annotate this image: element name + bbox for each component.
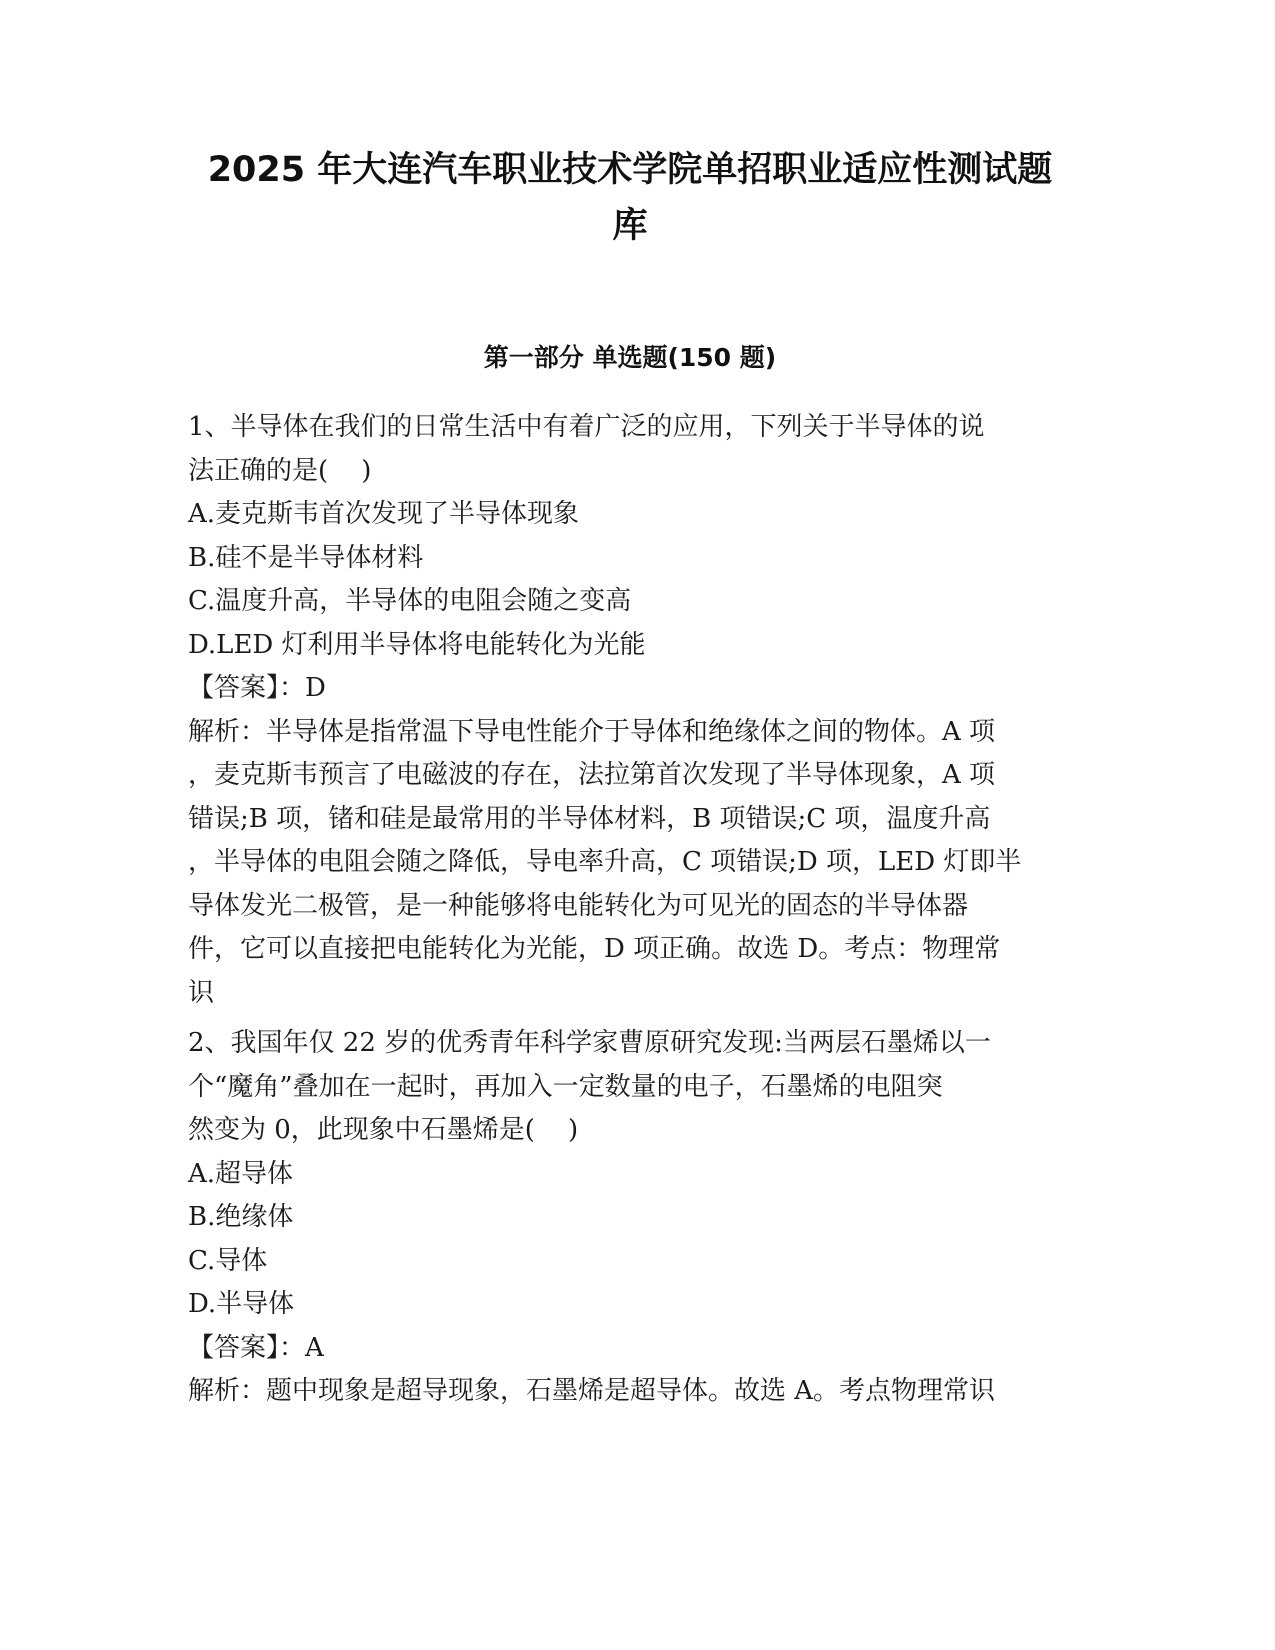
stem-line: 然变为 0，此现象中石墨烯是( ): [188, 1115, 579, 1145]
option-b: B.绝缘体: [188, 1202, 294, 1232]
analysis-line: 件，它可以直接把电能转化为光能，D 项正确。故选 D。考点：物理常: [188, 934, 1001, 964]
option-d: D.半导体: [188, 1289, 295, 1319]
option-a: A.麦克斯韦首次发现了半导体现象: [188, 499, 580, 529]
stem-line: 2、我国年仅 22 岁的优秀青年科学家曹原研究发现:当两层石墨烯以一: [188, 1028, 991, 1058]
analysis-line: ，半导体的电阻会随之降低，导电率升高，C 项错误;D 项，LED 灯即半: [188, 847, 1022, 877]
option-c: C.导体: [188, 1245, 268, 1276]
analysis-line: 识: [188, 977, 215, 1008]
analysis-line: 解析：题中现象是超导现象，石墨烯是超导体。故选 A。考点物理常识: [188, 1376, 996, 1406]
document-title: [180, 142, 1080, 254]
option-c: C.温度升高，半导体的电阻会随之变高: [188, 586, 632, 616]
analysis-text: [188, 1370, 1088, 1414]
document-title-line: 库: [612, 206, 648, 246]
document-title-line: 2025 年大连汽车职业技术学院单招职业适应性测试题: [207, 150, 1053, 190]
question-stem: [188, 1022, 1088, 1153]
option-d: D.LED 灯利用半导体将电能转化为光能: [188, 629, 646, 660]
analysis-line: 解析：半导体是指常温下导电性能介于导体和绝缘体之间的物体。A 项: [188, 716, 996, 747]
analysis-line: ，麦克斯韦预言了电磁波的存在，法拉第首次发现了半导体现象，A 项: [188, 760, 996, 790]
question-1: [188, 406, 1088, 1015]
question-2: [188, 1022, 1088, 1414]
answer-line: 【答案】：A: [188, 1332, 324, 1363]
analysis-line: 导体发光二极管，是一种能够将电能转化为可见光的固态的半导体器: [188, 890, 969, 921]
stem-line: 个“魔角”叠加在一起时，再加入一定数量的电子，石墨烯的电阻突: [188, 1071, 943, 1102]
analysis-text: [188, 711, 1088, 1016]
answer-line: 【答案】：D: [188, 673, 326, 703]
analysis-line: 错误;B 项，锗和硅是最常用的半导体材料，B 项错误;C 项，温度升高: [188, 803, 991, 834]
option-a: A.超导体: [188, 1158, 294, 1189]
section-heading: 第一部分 单选题(150 题): [483, 343, 777, 372]
option-b: B.硅不是半导体材料: [188, 542, 424, 573]
stem-line: 1、半导体在我们的日常生活中有着广泛的应用，下列关于半导体的说: [188, 412, 985, 442]
stem-line: 法正确的是( ): [188, 455, 372, 486]
question-stem: [188, 406, 1088, 493]
